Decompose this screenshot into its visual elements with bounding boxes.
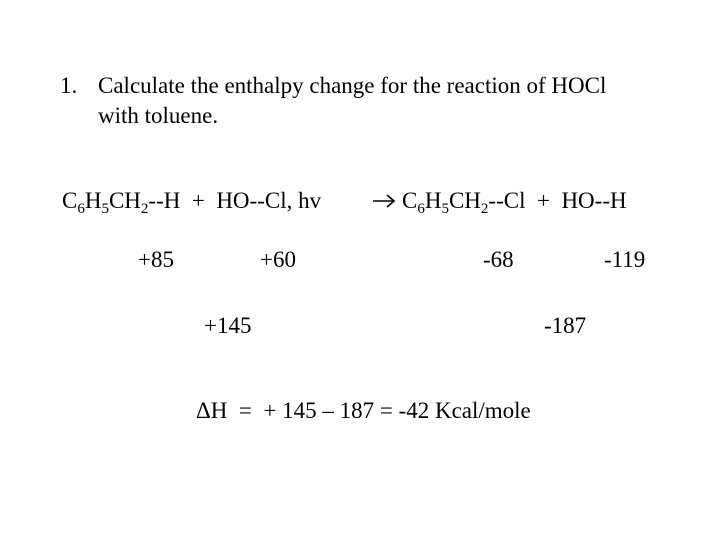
product-rest: --Cl + HO--H xyxy=(488,188,627,213)
product-c-subscript: 6 xyxy=(417,201,425,217)
reactants xyxy=(62,186,321,216)
product-ch: CH xyxy=(448,188,481,213)
enthalpy-result: ΔH = + 145 – 187 = -42 Kcal/mole xyxy=(196,398,531,423)
reactant-c-subscript: 6 xyxy=(77,201,85,217)
question-number: 1. xyxy=(60,73,78,98)
sum-bonds-broken: +145 xyxy=(204,313,252,338)
bond-energy-benzyl-chloride: -68 xyxy=(483,247,514,272)
product-h-subscript: 5 xyxy=(441,201,449,217)
bond-energy-water: -119 xyxy=(604,247,646,272)
product-h: H xyxy=(424,188,442,213)
reactant-h: H xyxy=(84,188,102,213)
bond-energy-hocl: +60 xyxy=(260,247,296,272)
question-text-line-1: Calculate the enthalpy change for the reaction of HOCl xyxy=(98,73,607,98)
reactant-h-subscript: 5 xyxy=(101,201,109,217)
reactant-c: C xyxy=(62,188,78,213)
bond-energy-toluene-ch: +85 xyxy=(138,247,174,272)
reactant-rest: --H + HO--Cl, hv xyxy=(148,188,322,213)
right-arrow-icon xyxy=(372,194,396,208)
products xyxy=(402,186,627,216)
reactant-ch-subscript: 2 xyxy=(140,201,149,217)
product-ch-subscript: 2 xyxy=(480,201,489,217)
question-text-line-2: with toluene. xyxy=(98,103,219,128)
reactant-ch: CH xyxy=(108,188,141,213)
product-c: C xyxy=(402,188,418,213)
sum-bonds-formed: -187 xyxy=(544,313,587,338)
